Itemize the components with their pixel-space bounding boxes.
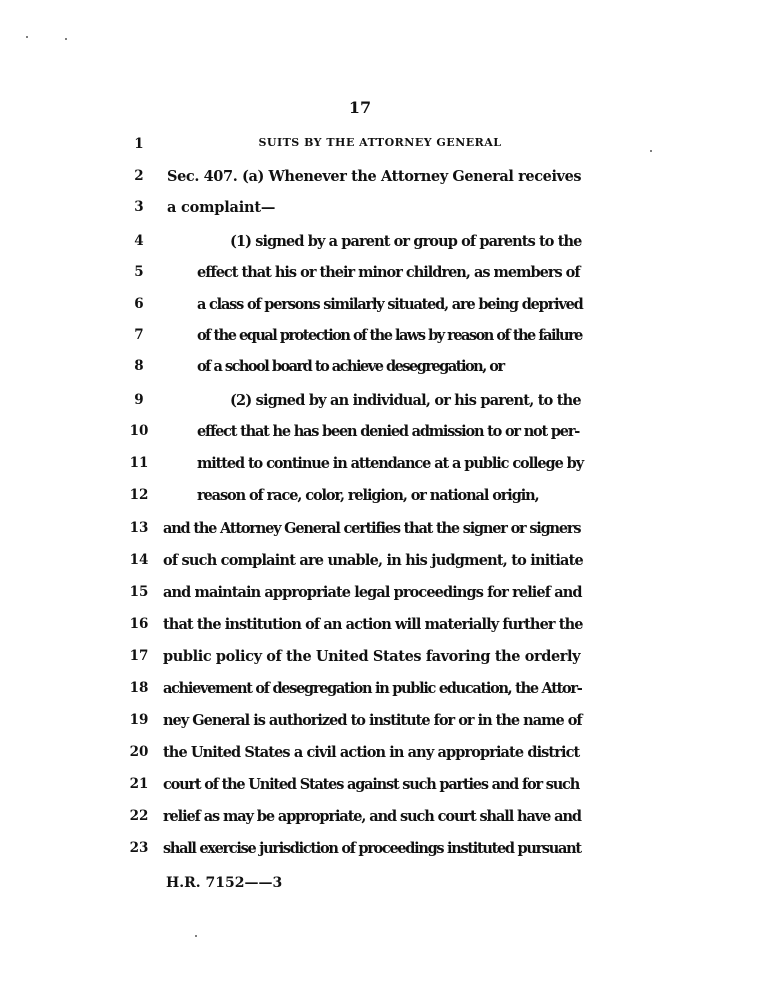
text-line bbox=[0, 648, 763, 672]
line-number: 14 bbox=[129, 552, 149, 568]
line-text: shall exercise jurisdiction of proceedings instituted pursuant bbox=[163, 840, 581, 857]
line-text: of such complaint are unable, in his judgment, to initiate bbox=[163, 552, 583, 569]
text-line bbox=[0, 712, 763, 736]
line-text: (1) signed by a parent or group of parents to the bbox=[230, 233, 582, 250]
text-line bbox=[0, 296, 763, 320]
line-number: 7 bbox=[134, 327, 144, 343]
text-line bbox=[0, 455, 763, 479]
line-number: 11 bbox=[129, 455, 149, 471]
line-text: Sec. 407. (a) Whenever the Attorney General receives bbox=[167, 168, 582, 185]
scan-speck bbox=[26, 36, 28, 38]
line-number: 2 bbox=[134, 168, 144, 184]
section-heading: SUITS BY THE ATTORNEY GENERAL bbox=[258, 136, 502, 149]
scan-speck bbox=[195, 935, 197, 937]
line-number: 18 bbox=[129, 680, 149, 696]
line-number: 8 bbox=[134, 358, 144, 374]
line-number: 21 bbox=[129, 776, 149, 792]
line-number: 16 bbox=[129, 616, 149, 632]
text-line bbox=[0, 808, 763, 832]
text-line bbox=[0, 327, 763, 351]
line-text: of a school board to achieve desegregation, or bbox=[197, 358, 504, 375]
page-number: 17 bbox=[348, 98, 372, 117]
line-text: effect that his or their minor children, as members of bbox=[197, 264, 580, 281]
line-text: and maintain appropriate legal proceedings for relief and bbox=[163, 584, 582, 601]
text-line bbox=[0, 840, 763, 864]
line-text: ney General is authorized to institute for or in the name of bbox=[163, 712, 582, 729]
line-number: 13 bbox=[129, 520, 149, 536]
text-line bbox=[0, 199, 763, 223]
text-line bbox=[0, 680, 763, 704]
line-number: 19 bbox=[129, 712, 149, 728]
text-line bbox=[0, 744, 763, 768]
line-text: mitted to continue in attendance at a public college by bbox=[197, 455, 584, 472]
text-line bbox=[0, 264, 763, 288]
line-number: 3 bbox=[134, 199, 144, 215]
scan-speck bbox=[65, 38, 67, 40]
line-number: 9 bbox=[134, 392, 144, 408]
line-text: public policy of the United States favoring the orderly bbox=[163, 648, 581, 665]
line-text: the United States a civil action in any appropriate district bbox=[163, 744, 580, 761]
line-number: 22 bbox=[129, 808, 149, 824]
line-text: effect that he has been denied admission to or not per- bbox=[197, 423, 580, 440]
line-number: 23 bbox=[129, 840, 149, 856]
line-text: a class of persons similarly situated, are being deprived bbox=[197, 296, 583, 313]
line-text: court of the United States against such parties and for such bbox=[163, 776, 580, 793]
line-text: (2) signed by an individual, or his parent, to the bbox=[230, 392, 581, 409]
line-text: that the institution of an action will materially further the bbox=[163, 616, 583, 633]
text-line bbox=[0, 392, 763, 416]
line-number: 4 bbox=[134, 233, 144, 249]
line-text: reason of race, color, religion, or national origin, bbox=[197, 487, 539, 504]
line-number: 17 bbox=[129, 648, 149, 664]
line-number: 20 bbox=[129, 744, 149, 760]
line-text: achievement of desegregation in public education, the Attor- bbox=[163, 680, 582, 697]
scan-speck bbox=[650, 150, 652, 152]
line-text: of the equal protection of the laws by reason of the failure bbox=[197, 327, 582, 344]
text-line bbox=[0, 423, 763, 447]
line-number: 15 bbox=[129, 584, 149, 600]
text-line bbox=[0, 616, 763, 640]
text-line bbox=[0, 776, 763, 800]
line-number: 10 bbox=[129, 423, 149, 439]
line-number: 1 bbox=[134, 136, 144, 152]
text-line bbox=[0, 552, 763, 576]
line-number: 6 bbox=[134, 296, 144, 312]
line-number: 5 bbox=[134, 264, 144, 280]
bill-footer: H.R. 7152——3 bbox=[166, 875, 283, 891]
line-text: relief as may be appropriate, and such court shall have and bbox=[163, 808, 581, 825]
text-line bbox=[0, 233, 763, 257]
line-number: 12 bbox=[129, 487, 149, 503]
line-text: a complaint— bbox=[167, 199, 276, 216]
text-line bbox=[0, 358, 763, 382]
text-line bbox=[0, 168, 763, 192]
text-line bbox=[0, 487, 763, 511]
text-line bbox=[0, 584, 763, 608]
text-line bbox=[0, 520, 763, 544]
line-text: and the Attorney General certifies that the signer or signers bbox=[163, 520, 581, 537]
text-line bbox=[0, 136, 763, 160]
